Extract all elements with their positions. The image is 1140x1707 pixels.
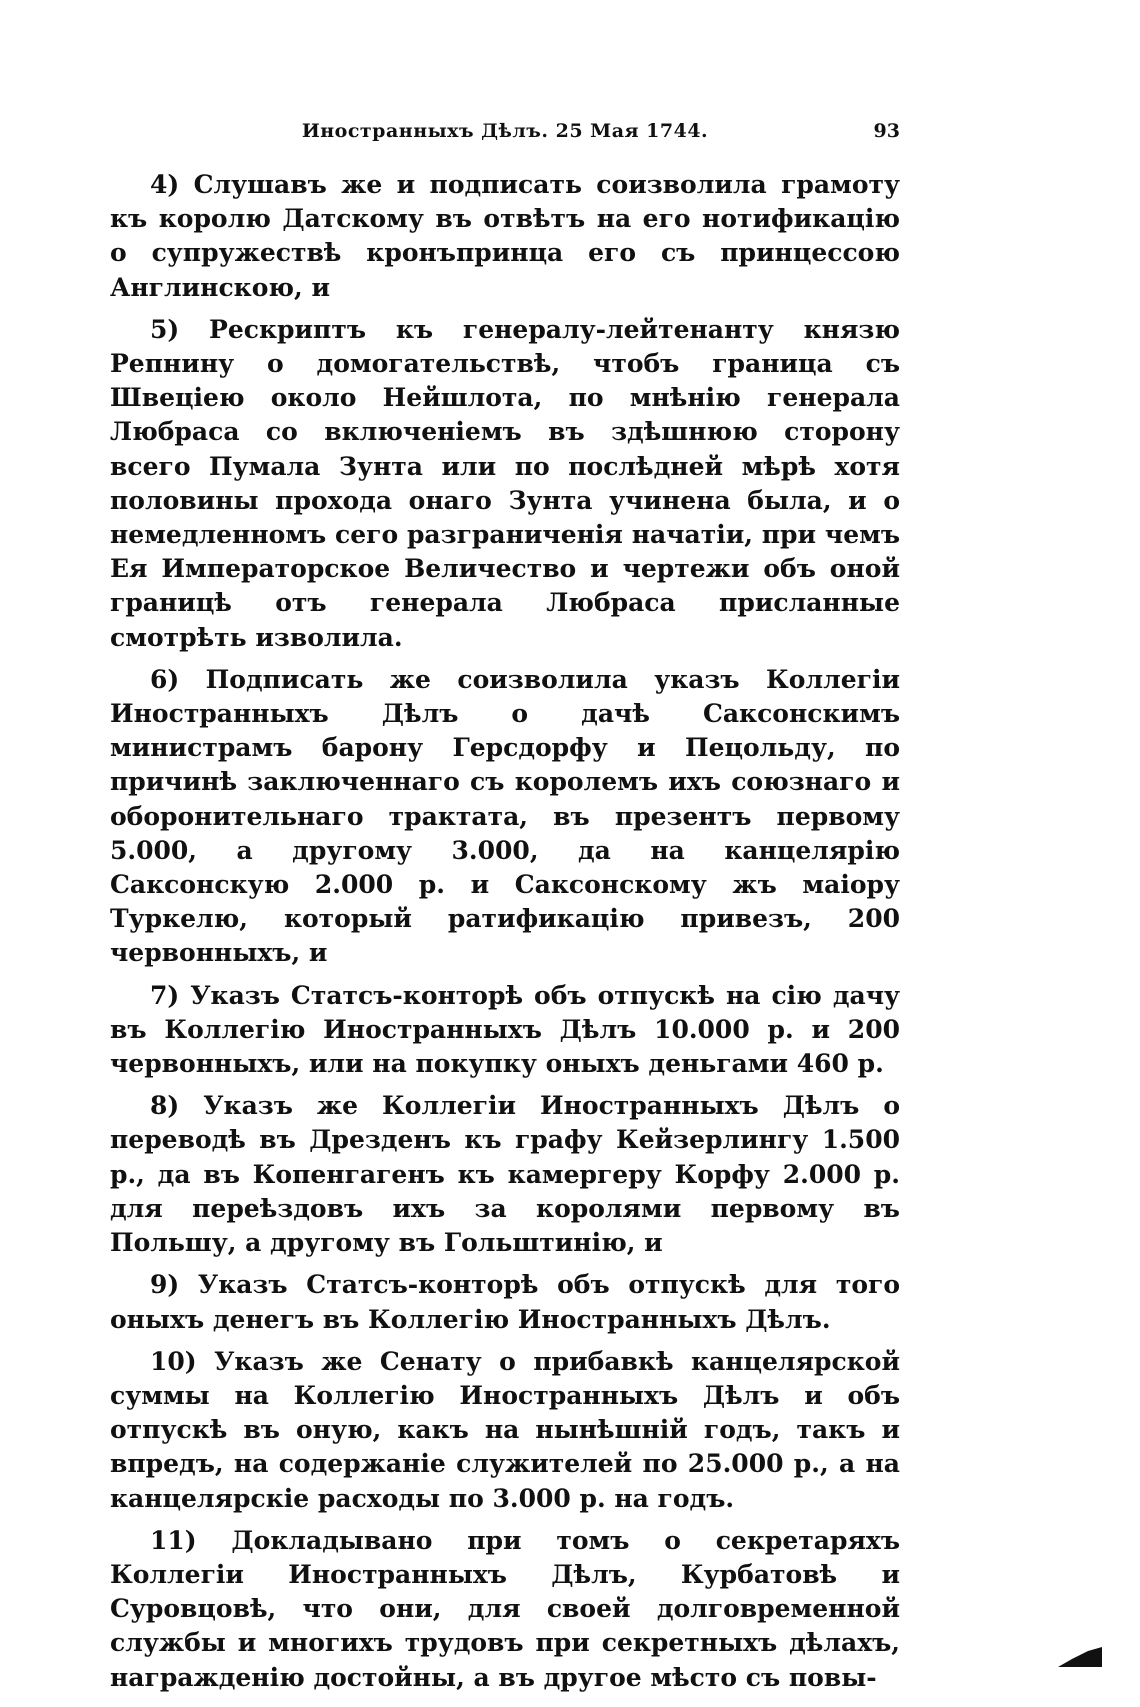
running-title: Иностранныхъ Дѣлъ. 25 Мая 1744. — [301, 120, 709, 142]
text-body — [110, 168, 900, 1695]
paragraph-6: 6) Подписать же соизволила указъ Коллегіи Иностранныхъ Дѣлъ о дачѣ Саксонскимъ министрамъ барону Герсдорфу и Пецольду, по причинѣ заключеннаго съ королемъ ихъ союзнаго и оборонительнаго трактата, въ презентъ первому 5.000, а другому 3.000, да на канцелярію Саксонскую 2.000 р. и Саксонскому жъ маіору Туркелю, который ратификацію привезъ, 200 червонныхъ, и — [110, 664, 900, 968]
page-number: 93 — [873, 120, 900, 142]
scan-edge-mark — [1058, 1645, 1102, 1667]
paragraph-11: 11) Докладывано при томъ о секретаряхъ Коллегіи Иностранныхъ Дѣлъ, Курбатовѣ и Суровцовѣ, что они, для своей долговременной службы и многихъ трудовъ при секретныхъ дѣлахъ, награжденію достойны, а въ другое мѣсто съ повы- — [110, 1525, 900, 1692]
paragraph-7: 7) Указъ Статсъ-конторѣ объ отпускѣ на сію дачу въ Коллегію Иностранныхъ Дѣлъ 10.000 р. и 200 червонныхъ, или на покупку оныхъ деньгами 460 р. — [110, 980, 900, 1079]
paragraph-9: 9) Указъ Статсъ-конторѣ объ отпускѣ для того оныхъ денегъ въ Коллегію Иностранныхъ Дѣлъ. — [110, 1270, 900, 1334]
paragraph-10: 10) Указъ же Сенату о прибавкѣ канцелярской суммы на Коллегію Иностранныхъ Дѣлъ и объ отпускѣ въ оную, какъ на нынѣшній годъ, такъ и впредъ, на содержаніе служителей по 25.000 р., а на канцелярскіе расходы по 3.000 р. на годъ. — [110, 1346, 900, 1513]
page-header — [110, 120, 900, 146]
paragraph-4: 4) Слушавъ же и подписать соизволила грамоту къ королю Датскому въ отвѣтъ на его нотификацію о супружествѣ кронъпринца его съ принцессою Англинскою, и — [110, 170, 900, 302]
paragraph-5: 5) Рескриптъ къ генералу-лейтенанту князю Репнину о домогательствѣ, чтобъ граница съ Швеціею около Нейшлота, по мнѣнію генерала Любраса со включеніемъ въ здѣшнюю сторону всего Пумала Зунта или по послѣдней мѣрѣ хотя половины прохода онаго Зунта учинена была, и о немедленномъ сего разграниченія начатіи, при чемъ Ея Императорское Величество и чертежи объ оной границѣ отъ генерала Любраса присланные смотрѣть изволила. — [110, 314, 900, 652]
paragraph-8: 8) Указъ же Коллегіи Иностранныхъ Дѣлъ о переводѣ въ Дрезденъ къ графу Кейзерлингу 1.500 р., да въ Копенгагенъ къ камергеру Корфу 2.000 р. для переѣздовъ ихъ за королями первому въ Польшу, а другому въ Гольштинію, и — [110, 1091, 900, 1258]
